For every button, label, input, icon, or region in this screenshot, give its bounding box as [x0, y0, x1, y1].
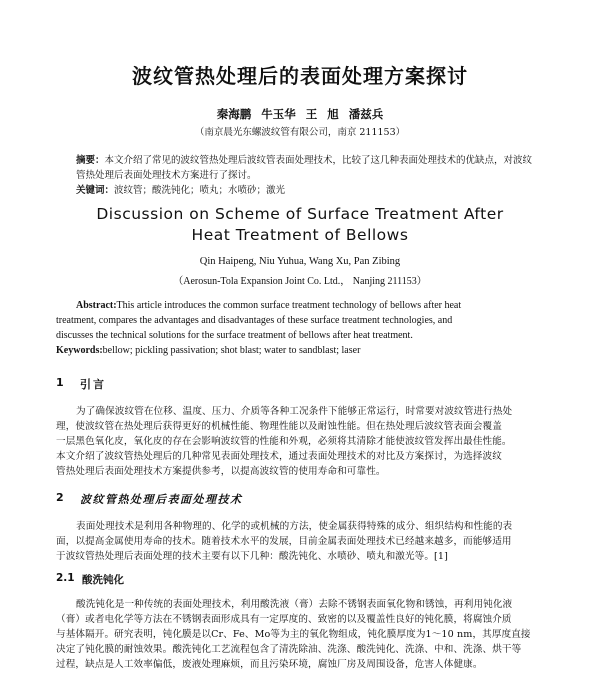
english-title-line-1: Discussion on Scheme of Surface Treatment After: [96, 205, 504, 223]
section-2-line: 于波纹管热处理后表面处理的技术主要有以下几种：酸洗钝化、水喷砂、喷丸和激光等。[1]: [56, 551, 448, 562]
english-keywords-text: bellow; pickling passivation; shot blast; water to sandblast; laser: [102, 345, 361, 356]
chinese-abstract-line: [76, 152, 532, 166]
chinese-title: 波纹管热处理后的表面处理方案探讨: [132, 64, 468, 88]
section-1-line: 为了确保波纹管在位移、温度、压力、介质等各种工况条件下能够正常运行，时常要对波纹管进行热处: [76, 406, 513, 417]
section-1-number: 1: [56, 376, 64, 389]
english-abstract-line: [76, 300, 461, 311]
chinese-abstract-label: 摘要：: [76, 155, 105, 166]
english-affiliation: （Aerosun-Tola Expansion Joint Co. Ltd.， Nanjing 211153）: [173, 276, 427, 287]
chinese-authors: 秦海鹏 牛玉华 王 旭 潘兹兵: [216, 107, 384, 121]
english-abstract-label: Abstract:: [76, 300, 117, 311]
english-abstract-line: treatment, compares the advantages and disadvantages of these surface treatment technologies, and: [56, 315, 453, 326]
subsection-2-1-line: 与基体隔开。研究表明，钝化膜是以Cr、Fe、Mo等为主的氧化物组成，钝化膜厚度为1～10 nm，其厚度直接: [56, 629, 531, 640]
english-keywords-label: Keywords:: [56, 345, 103, 356]
subsection-2-1-line: 决定了钝化膜的耐蚀效果。酸洗钝化工艺流程包含了清洗除油、洗涤、酸洗钝化、洗涤、中和、洗涤、烘干等: [56, 644, 522, 655]
chinese-abstract-text: 本文介绍了常见的波纹管热处理后波纹管表面处理技术，比较了这几种表面处理技术的优缺点，对波纹: [104, 155, 533, 166]
section-2-line: 面，以提高金属使用寿命的技术。随着技术水平的发展，目前金属表面处理技术已经越来越多，而能够适用: [56, 536, 512, 547]
english-keywords-line: [56, 345, 360, 356]
english-authors: Qin Haipeng, Niu Yuhua, Wang Xu, Pan Zibing: [199, 256, 401, 267]
subsection-2-1-line: 过程，缺点是人工效率偏低，废液处理麻烦，而且污染环境，腐蚀厂房及周围设备，危害人体健康。: [56, 659, 483, 670]
english-abstract-text: This article introduces the common surface treatment technology of bellows after heat: [116, 300, 462, 311]
section-1-title: 引言: [80, 378, 106, 391]
subsection-2-1-title: 酸洗钝化: [82, 574, 124, 586]
section-2-number: 2: [56, 491, 64, 504]
section-1-line: 一层黑色氧化皮，氧化皮的存在会影响波纹管的性能和外观，必须将其清除才能使波纹管发挥出最佳性能。: [56, 436, 512, 447]
section-1-line: 理，使波纹管在热处理后获得更好的机械性能、物理性能以及耐蚀性能。但在热处理后波纹管表面会覆盖: [56, 421, 502, 432]
section-1-line: 本文介绍了波纹管热处理后的几种常见表面处理技术，通过表面处理技术的对比及方案探讨，为选择波纹: [56, 451, 502, 462]
chinese-abstract-line: 管热处理后表面处理技术方案进行了探讨。: [76, 170, 257, 181]
english-abstract-line: discusses the technical solutions for the surface treatment of bellows after heat treatment.: [56, 330, 413, 341]
section-2-line: 表面处理技术是利用各种物理的、化学的或机械的方法，使金属获得特殊的成分、组织结构和性能的表: [76, 521, 513, 532]
subsection-2-1-line: （膏）或者电化学等方法在不锈钢表面形成具有一定厚度的、致密的以及覆盖性良好的钝化膜，将腐蚀介质: [56, 614, 512, 625]
section-2-title: 波纹管热处理后表面处理技术: [80, 493, 243, 506]
subsection-2-1-number: 2.1: [56, 572, 75, 584]
chinese-keywords-text: 波纹管；酸洗钝化；喷丸；水喷砂；激光: [114, 185, 286, 196]
chinese-keywords-label: 关键词：: [76, 185, 115, 196]
section-1-line: 管热处理后表面处理技术方案提供参考，以提高波纹管的使用寿命和可靠性。: [56, 466, 386, 477]
subsection-2-1-line: 酸洗钝化是一种传统的表面处理技术，利用酸洗液（膏）去除不锈钢表面氧化物和锈蚀，再利用钝化液: [76, 599, 513, 610]
chinese-affiliation: （南京晨光东螺波纹管有限公司，南京 211153）: [194, 127, 406, 138]
chinese-keywords-line: [76, 182, 285, 196]
english-title-line-2: Heat Treatment of Bellows: [191, 226, 409, 244]
